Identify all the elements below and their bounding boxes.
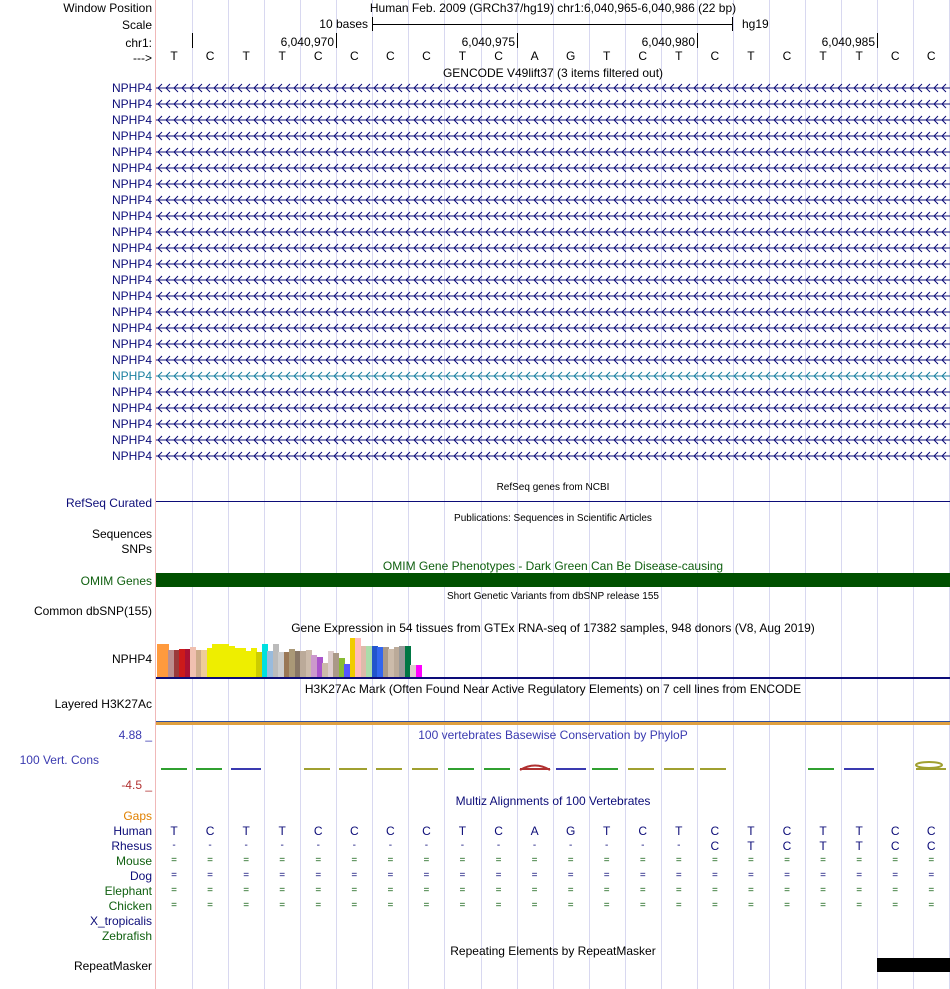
alignment-base: =	[603, 885, 610, 896]
alignment-base: =	[603, 855, 610, 866]
gencode-track-title: GENCODE V49lift37 (3 items filtered out)	[442, 66, 664, 80]
gencode-transcript-label[interactable]: NPHP4	[111, 241, 152, 255]
omim-feature-bar[interactable]	[156, 573, 950, 587]
alignment-base: =	[748, 855, 754, 866]
alignment-base: =	[387, 900, 394, 911]
alignment-base: =	[243, 900, 250, 911]
gencode-transcript-line[interactable]	[156, 385, 950, 399]
gencode-transcript-line[interactable]	[156, 145, 950, 159]
alignment-base: =	[748, 870, 754, 881]
species-label[interactable]: Dog	[129, 869, 152, 883]
ruler-tick-label: 6,040,970	[280, 35, 334, 49]
alignment-base: =	[892, 885, 899, 896]
gencode-transcript-line[interactable]	[156, 417, 950, 431]
gencode-transcript-line[interactable]	[156, 193, 950, 207]
gencode-transcript-label[interactable]: NPHP4	[111, 209, 152, 223]
gencode-transcript-label[interactable]: NPHP4	[111, 225, 152, 239]
alignment-base: =	[639, 900, 646, 911]
omim-label[interactable]: OMIM Genes	[80, 574, 152, 588]
dna-base: T	[747, 49, 755, 63]
species-label[interactable]: X_tropicalis	[89, 914, 152, 928]
gaps-label[interactable]: Gaps	[123, 809, 152, 823]
dna-base: C	[313, 49, 323, 63]
alignment-base: =	[387, 855, 394, 866]
alignment-base: -	[352, 840, 356, 851]
chr-label: chr1:	[125, 36, 152, 50]
dna-base: C	[782, 49, 792, 63]
alignment-base: =	[748, 885, 754, 896]
dna-base: T	[603, 49, 611, 63]
alignment-base: C	[782, 824, 792, 838]
alignment-base: =	[495, 900, 502, 911]
assembly-position-title: Human Feb. 2009 (GRCh37/hg19) chr1:6,040,965-6,040,986 (22 bp)	[369, 1, 737, 15]
alignment-base: =	[495, 885, 502, 896]
alignment-base: T	[819, 839, 827, 853]
gencode-transcript-label[interactable]: NPHP4	[111, 81, 152, 95]
gencode-transcript-line[interactable]	[156, 225, 950, 239]
alignment-base: =	[603, 870, 610, 881]
dna-base: C	[890, 49, 900, 63]
ruler-tick	[697, 33, 698, 48]
alignment-base: T	[855, 824, 863, 838]
alignment-base: =	[928, 885, 935, 896]
alignment-base: A	[530, 824, 539, 838]
alignment-base: C	[890, 824, 900, 838]
gencode-transcript-label[interactable]: NPHP4	[111, 401, 152, 415]
alignment-base: =	[603, 900, 610, 911]
dna-base: T	[170, 49, 178, 63]
alignment-base: G	[565, 824, 576, 838]
dna-base: C	[710, 49, 720, 63]
alignment-base: =	[207, 885, 213, 896]
gencode-transcript-label[interactable]: NPHP4	[111, 145, 152, 159]
cons-ymin-label: -4.5 _	[121, 778, 152, 792]
alignment-base: =	[856, 885, 863, 896]
alignment-base: =	[459, 855, 466, 866]
alignment-base: =	[279, 885, 286, 896]
alignment-base: -	[460, 840, 465, 851]
alignment-base: =	[207, 900, 213, 911]
alignment-base: C	[205, 824, 215, 838]
alignment-base: =	[171, 900, 177, 911]
gencode-transcript-line[interactable]	[156, 81, 950, 95]
gencode-transcript-line[interactable]	[156, 241, 950, 255]
alignment-base: =	[171, 870, 177, 881]
alignment-base: C	[638, 824, 648, 838]
alignment-base: T	[675, 824, 683, 838]
gencode-transcript-line[interactable]	[156, 113, 950, 127]
gencode-transcript-label[interactable]: NPHP4	[111, 257, 152, 271]
alignment-base: =	[531, 900, 538, 911]
ruler-tick-label: 6,040,985	[821, 35, 875, 49]
gtex-bar-chart[interactable]	[156, 634, 950, 677]
alignment-base: =	[387, 870, 394, 881]
gencode-transcript-label[interactable]: NPHP4	[111, 161, 152, 175]
gencode-transcript-line[interactable]	[156, 257, 950, 271]
ruler-tick-label: 6,040,975	[461, 35, 515, 49]
gtex-track-title: Gene Expression in 54 tissues from GTEx RNA-seq of 17382 samples, 948 donors (V8, Aug 2019)	[291, 621, 815, 635]
alignment-base: =	[928, 900, 935, 911]
alignment-base: =	[928, 870, 935, 881]
alignment-base: T	[458, 824, 467, 838]
phylop-peak	[916, 762, 942, 768]
alignment-base: T	[170, 824, 178, 838]
gencode-transcript-line[interactable]	[156, 401, 950, 415]
alignment-base: -	[388, 840, 393, 851]
alignment-base: =	[711, 885, 718, 896]
multiz-track-title: Multiz Alignments of 100 Vertebrates	[455, 794, 651, 808]
phylop-conservation-plot[interactable]	[156, 745, 950, 795]
db-text: hg19	[742, 17, 769, 31]
gencode-transcript-line[interactable]	[156, 449, 950, 463]
ruler-tick	[192, 33, 193, 48]
alignment-base: -	[641, 840, 645, 851]
alignment-base: =	[675, 900, 682, 911]
dbsnp-track-title: Short Genetic Variants from dbSNP release 155	[447, 591, 659, 602]
alignment-base: -	[424, 840, 429, 851]
alignment-base: -	[677, 840, 681, 851]
gencode-transcript-label[interactable]: NPHP4	[111, 369, 152, 383]
gencode-transcript-label[interactable]: NPHP4	[111, 273, 152, 287]
dna-base: G	[565, 49, 576, 63]
alignment-base: =	[639, 870, 646, 881]
alignment-base: =	[856, 870, 863, 881]
alignment-base: -	[316, 840, 320, 851]
alignment-base: -	[172, 840, 176, 851]
alignment-base: T	[747, 839, 755, 853]
alignment-base: =	[567, 855, 574, 866]
alignment-base: T	[603, 824, 611, 838]
cons-track-title: 100 vertebrates Basewise Conservation by PhyloP	[418, 728, 688, 742]
gtex-baseline	[156, 677, 950, 679]
alignment-base: =	[675, 855, 682, 866]
alignment-base: -	[568, 840, 573, 851]
dbsnp-label[interactable]: Common dbSNP(155)	[33, 604, 152, 618]
dna-base: T	[458, 49, 467, 63]
alignment-base: T	[747, 824, 755, 838]
track-area[interactable]	[156, 0, 950, 989]
alignment-base: =	[820, 885, 826, 896]
alignment-base: =	[928, 855, 935, 866]
gencode-transcript-label[interactable]: NPHP4	[111, 417, 152, 431]
snps-label[interactable]: SNPs	[121, 542, 152, 556]
species-label[interactable]: Chicken	[108, 899, 152, 913]
sequences-label[interactable]: Sequences	[91, 527, 152, 541]
alignment-base: =	[675, 885, 682, 896]
gencode-transcript-line[interactable]	[156, 321, 950, 335]
alignment-base: =	[171, 885, 177, 896]
alignment-base: =	[423, 900, 430, 911]
species-label[interactable]: Rhesus	[111, 839, 152, 853]
dna-base: T	[819, 49, 827, 63]
alignment-base: =	[892, 855, 899, 866]
species-label[interactable]: Zebrafish	[101, 929, 152, 943]
ruler-tick-label: 6,040,980	[641, 35, 695, 49]
alignment-base: =	[856, 900, 863, 911]
dna-base: T	[855, 49, 863, 63]
gencode-transcript-line[interactable]	[156, 97, 950, 111]
gencode-transcript-line[interactable]	[156, 433, 950, 447]
gencode-transcript-label[interactable]: NPHP4	[111, 129, 152, 143]
alignment-base: -	[605, 840, 609, 851]
alignment-base: =	[567, 870, 574, 881]
alignment-base: =	[315, 885, 322, 896]
alignment-base: -	[244, 840, 248, 851]
dna-base: C	[494, 49, 503, 63]
alignment-base: =	[639, 855, 646, 866]
alignment-base: =	[423, 870, 430, 881]
alignment-base: C	[349, 824, 359, 838]
gencode-transcript-line[interactable]	[156, 273, 950, 287]
gencode-transcript-line[interactable]	[156, 209, 950, 223]
alignment-base: =	[387, 885, 394, 896]
gencode-transcript-label[interactable]: NPHP4	[111, 337, 152, 351]
refseq-transcript-line[interactable]	[156, 501, 950, 502]
alignment-base: -	[280, 840, 284, 851]
gencode-transcript-label[interactable]: NPHP4	[111, 433, 152, 447]
gencode-transcript-line[interactable]	[156, 369, 950, 383]
alignment-base: =	[531, 870, 538, 881]
gencode-transcript-label[interactable]: NPHP4	[111, 97, 152, 111]
alignment-base: =	[820, 900, 826, 911]
alignment-base: =	[207, 855, 213, 866]
species-label[interactable]: Mouse	[115, 854, 152, 868]
gencode-transcript-label[interactable]: NPHP4	[111, 385, 152, 399]
alignment-base: C	[926, 839, 936, 853]
alignment-base: T	[855, 839, 863, 853]
alignment-base: =	[784, 870, 790, 881]
alignment-base: C	[494, 824, 503, 838]
alignment-base: T	[819, 824, 827, 838]
h3k27ac-label[interactable]: Layered H3K27Ac	[54, 697, 152, 711]
alignment-base: T	[242, 824, 250, 838]
alignment-base: =	[711, 900, 718, 911]
alignment-base: =	[675, 870, 682, 881]
h3k27ac-track-title: H3K27Ac Mark (Often Found Near Active Regulatory Elements) on 7 cell lines from ENCODE	[304, 682, 802, 696]
alignment-base: =	[243, 870, 250, 881]
dna-base: T	[675, 49, 683, 63]
alignment-base: =	[531, 855, 538, 866]
species-label[interactable]: Elephant	[104, 884, 152, 898]
alignment-base: -	[208, 840, 212, 851]
alignment-base: =	[207, 870, 213, 881]
alignment-base: =	[711, 855, 718, 866]
gencode-transcript-line[interactable]	[156, 305, 950, 319]
alignment-base: =	[748, 900, 754, 911]
alignment-base: =	[567, 885, 574, 896]
alignment-base: =	[784, 885, 790, 896]
dna-base: T	[278, 49, 286, 63]
window-position-label: Window Position	[63, 1, 152, 15]
dna-base: T	[242, 49, 250, 63]
alignment-base: =	[567, 900, 574, 911]
alignment-base: =	[351, 855, 358, 866]
gencode-transcript-label[interactable]: NPHP4	[111, 321, 152, 335]
gencode-transcript-line[interactable]	[156, 177, 950, 191]
alignment-base: =	[171, 855, 177, 866]
alignment-base: =	[279, 900, 286, 911]
ruler-tick	[517, 33, 518, 48]
alignment-base: T	[278, 824, 286, 838]
gencode-transcript-label[interactable]: NPHP4	[111, 353, 152, 367]
alignment-base: =	[351, 900, 358, 911]
dna-base: C	[422, 49, 431, 63]
gencode-transcript-line[interactable]	[156, 129, 950, 143]
alignment-base: =	[784, 855, 790, 866]
dna-base: C	[638, 49, 648, 63]
alignment-base: C	[710, 824, 720, 838]
alignment-base: =	[243, 885, 250, 896]
gencode-transcript-label[interactable]: NPHP4	[111, 305, 152, 319]
cons-label[interactable]: 100 Vert. Cons	[19, 753, 99, 767]
alignment-base: =	[711, 870, 718, 881]
alignment-base: C	[710, 839, 720, 853]
alignment-base: -	[532, 840, 537, 851]
ruler-tick	[336, 33, 337, 48]
track-label-column	[0, 0, 155, 989]
repeatmasker-label[interactable]: RepeatMasker	[73, 959, 152, 973]
gtex-gene-label[interactable]: NPHP4	[111, 652, 152, 666]
alignment-base: =	[820, 855, 826, 866]
alignment-base: =	[495, 870, 502, 881]
dna-base: C	[349, 49, 359, 63]
gencode-transcript-line[interactable]	[156, 353, 950, 367]
gencode-transcript-label[interactable]: NPHP4	[111, 289, 152, 303]
publications-track-title: Publications: Sequences in Scientific Articles	[454, 513, 652, 524]
alignment-base: C	[890, 839, 900, 853]
alignment-base: =	[243, 855, 250, 866]
gencode-transcript-label[interactable]: NPHP4	[111, 193, 152, 207]
alignment-base: =	[351, 870, 358, 881]
alignment-base: C	[422, 824, 431, 838]
repeatmasker-element[interactable]	[877, 958, 950, 972]
alignment-base: =	[315, 855, 322, 866]
alignment-base: C	[386, 824, 395, 838]
gencode-transcript-label[interactable]: NPHP4	[111, 113, 152, 127]
alignment-base: =	[315, 870, 322, 881]
alignment-base: =	[279, 870, 286, 881]
alignment-base: =	[423, 885, 430, 896]
refseq-label[interactable]: RefSeq Curated	[65, 496, 152, 510]
refseq-track-title: RefSeq genes from NCBI	[496, 482, 610, 493]
alignment-base: =	[892, 870, 899, 881]
alignment-base: =	[856, 855, 863, 866]
gencode-transcript-line[interactable]	[156, 289, 950, 303]
alignment-base: =	[639, 885, 646, 896]
gencode-transcript-line[interactable]	[156, 337, 950, 351]
alignment-base: =	[531, 885, 538, 896]
alignment-base: =	[459, 900, 466, 911]
omim-track-title: OMIM Gene Phenotypes - Dark Green Can Be Disease-causing	[382, 559, 724, 573]
alignment-base: =	[315, 900, 322, 911]
alignment-base: C	[313, 824, 323, 838]
repeatmasker-track-title: Repeating Elements by RepeatMasker	[450, 944, 656, 958]
alignment-base: =	[495, 855, 502, 866]
alignment-base: =	[459, 885, 466, 896]
alignment-base: =	[459, 870, 466, 881]
alignment-base: =	[279, 855, 286, 866]
h3k27ac-signal[interactable]	[156, 721, 950, 725]
gencode-transcript-line[interactable]	[156, 161, 950, 175]
cons-ymax-label: 4.88 _	[118, 728, 152, 742]
alignment-base: C	[782, 839, 792, 853]
alignment-base: =	[351, 885, 358, 896]
scale-bar	[372, 17, 734, 31]
strand-arrow-label[interactable]: --->	[133, 51, 152, 65]
alignment-base: -	[496, 840, 501, 851]
gencode-transcript-label[interactable]: NPHP4	[111, 449, 152, 463]
dna-base: C	[926, 49, 936, 63]
species-label[interactable]: Human	[113, 824, 152, 838]
gtex-tissue-bar[interactable]	[416, 665, 422, 677]
ruler-tick	[877, 33, 878, 48]
scale-text: 10 bases	[319, 17, 368, 31]
dna-base: C	[386, 49, 395, 63]
alignment-base: =	[423, 855, 430, 866]
alignment-base: =	[820, 870, 826, 881]
alignment-base: =	[892, 900, 899, 911]
scale-label: Scale	[121, 18, 152, 32]
alignment-base: C	[926, 824, 936, 838]
gencode-transcript-label[interactable]: NPHP4	[111, 177, 152, 191]
dna-base: C	[205, 49, 215, 63]
dna-base: A	[530, 49, 539, 63]
alignment-base: =	[784, 900, 790, 911]
